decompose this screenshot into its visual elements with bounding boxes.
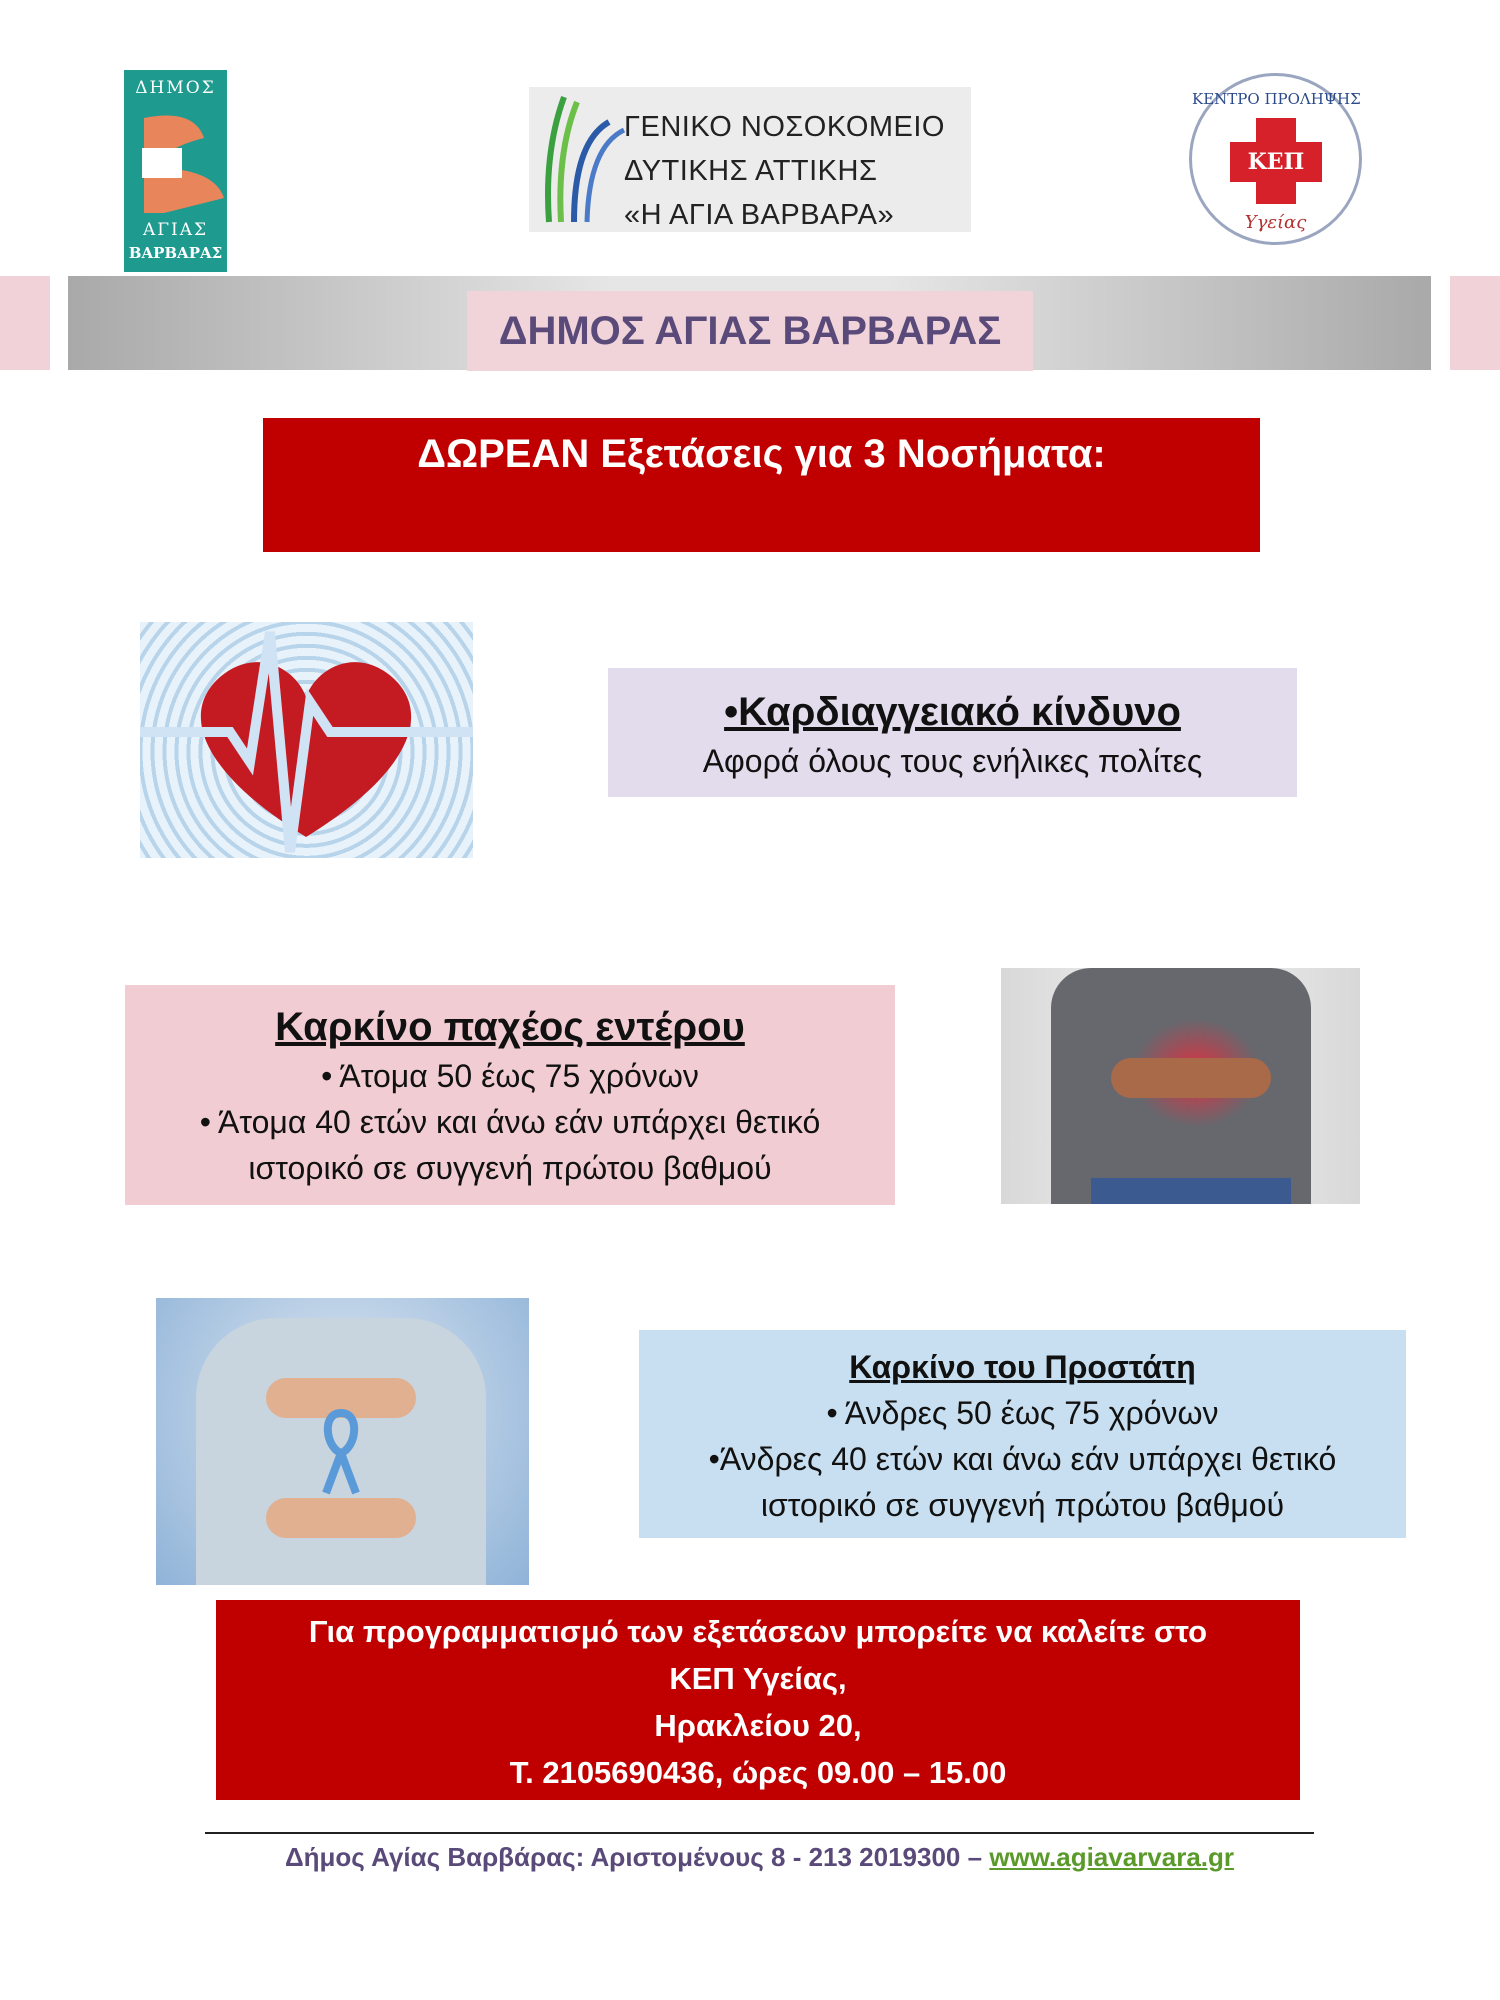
hospital-name-line: ΔΥΤΙΚΗΣ ΑΤΤΙΚΗΣ bbox=[624, 155, 878, 187]
hospital-swoosh-icon bbox=[539, 92, 629, 227]
decor-bar bbox=[1450, 276, 1500, 370]
abdomen-pain-image bbox=[1001, 968, 1360, 1204]
contact-phone: Τ. 2105690436, ώρες 09.00 – 15.00 bbox=[509, 1755, 1007, 1790]
section-prostate bbox=[639, 1330, 1406, 1538]
prostate-ribbon-image bbox=[156, 1298, 529, 1585]
kep-ring-text: ΚΕΝΤΡΟ ΠΡΟΛΗΨΗΣ bbox=[1192, 90, 1361, 108]
footer bbox=[205, 1842, 1314, 1873]
church-wave-icon bbox=[104, 108, 244, 218]
contact-line: Για προγραμματισμό των εξετάσεων μπορείτε να καλείτε στο bbox=[308, 1614, 1208, 1649]
section-line: • Άτομα 50 έως 75 χρόνων bbox=[321, 1058, 699, 1094]
kep-bottom-text: Υγείας bbox=[1244, 212, 1307, 233]
section-line: ιστορικό σε συγγενή πρώτου βαθμού bbox=[248, 1150, 772, 1186]
logo-text: ΒΑΡΒΑΡΑΣ bbox=[128, 244, 223, 262]
section-line: • Άτομα 40 ετών και άνω εάν υπάρχει θετικό bbox=[199, 1104, 821, 1140]
contact-box bbox=[216, 1600, 1300, 1800]
municipality-logo bbox=[124, 70, 227, 272]
kep-center-text: ΚΕΠ bbox=[1247, 149, 1305, 175]
section-line: ιστορικό σε συγγενή πρώτου βαθμού bbox=[760, 1487, 1285, 1523]
section-cardio bbox=[608, 668, 1297, 797]
hospital-name-line: «Η ΑΓΙΑ ΒΑΡΒΑΡΑ» bbox=[624, 199, 895, 231]
banner-title: ΔΗΜΟΣ ΑΓΙΑΣ ΒΑΡΒΑΡΑΣ bbox=[467, 291, 1033, 371]
contact-line: Ηρακλείου 20, bbox=[654, 1708, 862, 1743]
heart-icon bbox=[140, 622, 473, 858]
section-line: •Άνδρες 40 ετών και άνω εάν υπάρχει θετικό bbox=[708, 1441, 1337, 1477]
headline: ΔΩΡΕΑΝ Εξετάσεις για 3 Νοσήματα: bbox=[263, 418, 1260, 552]
kep-logo bbox=[1189, 73, 1362, 245]
heart-image bbox=[140, 622, 473, 858]
section-title: Καρκίνο παχέος εντέρου bbox=[275, 1005, 745, 1049]
section-line: Αφορά όλους τους ενήλικες πολίτες bbox=[702, 743, 1203, 779]
section-line: • Άνδρες 50 έως 75 χρόνων bbox=[826, 1395, 1219, 1431]
hospital-name-line: ΓΕΝΙΚΟ ΝΟΣΟΚΟΜΕΙΟ bbox=[624, 111, 945, 143]
section-title: Καρκίνο του Προστάτη bbox=[849, 1349, 1196, 1385]
decor-bar bbox=[0, 276, 50, 370]
section-colon bbox=[125, 985, 895, 1205]
website-link[interactable]: www.agiavarvara.gr bbox=[989, 1842, 1235, 1872]
hospital-logo bbox=[529, 87, 971, 232]
contact-line: ΚΕΠ Υγείας, bbox=[669, 1661, 847, 1696]
logo-text: ΔΗΜΟΣ bbox=[135, 78, 216, 98]
footer-text: Δήμος Αγίας Βαρβάρας: Αριστομένους 8 - 213 2019300 – bbox=[284, 1842, 990, 1872]
section-title: •Καρδιαγγειακό κίνδυνο bbox=[724, 690, 1181, 734]
logo-text: ΑΓΙΑΣ bbox=[142, 220, 209, 240]
divider bbox=[205, 1832, 1314, 1834]
ribbon-icon bbox=[321, 1408, 361, 1498]
